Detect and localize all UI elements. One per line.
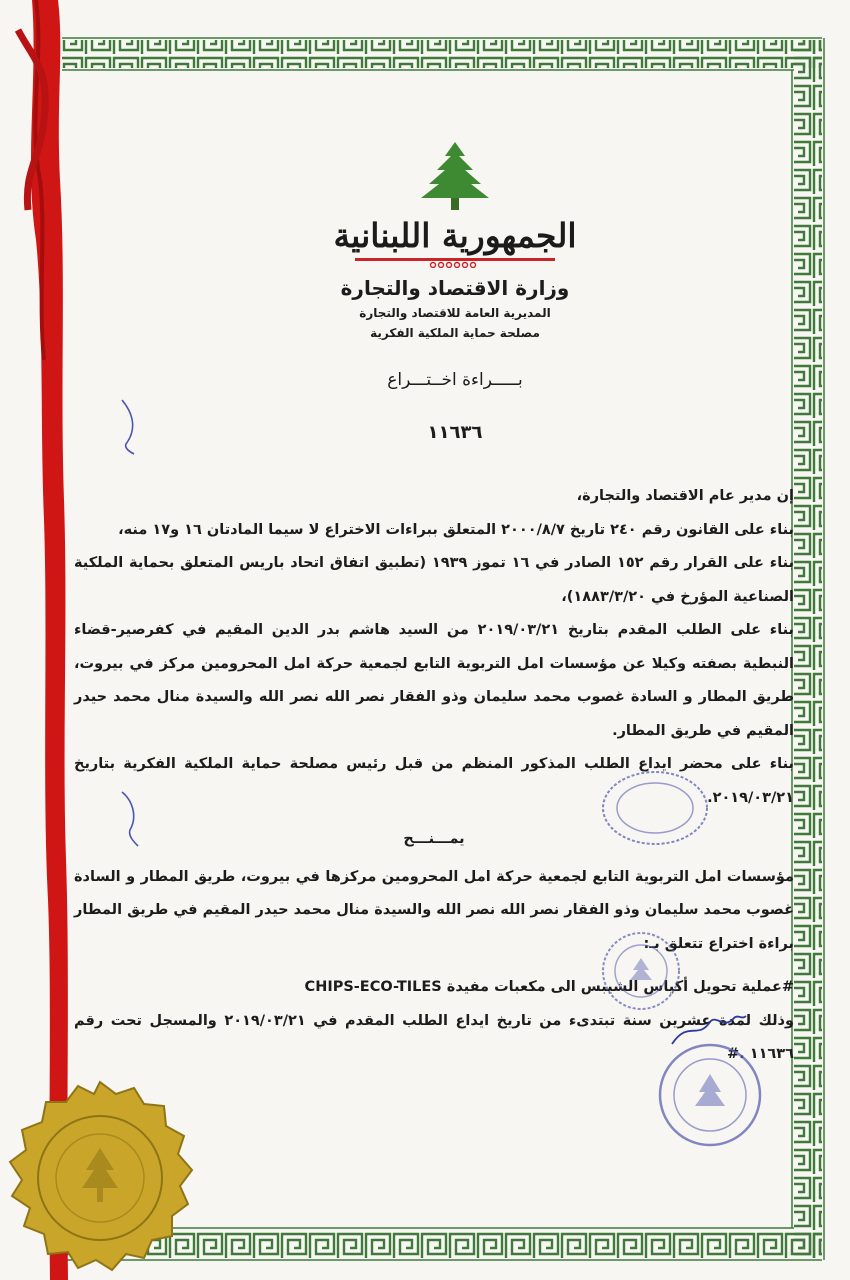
body-line: بناء على القانون رقم ٢٤٠ تاريخ ٢٠٠٠/٨/٧ المتعلق ببراءات الاختراع لا سيما المادتان ١٦ و١٧ منه،	[118, 521, 794, 538]
patent-title: بـــــراءة اخــتـــراع	[387, 370, 523, 390]
body-line: براءة اختراع تتعلق بـ:	[643, 935, 794, 952]
body-line: مؤسسات امل التربوية التابع لجمعية حركة امل المحرومين مركزها في بيروت، طريق المطار و السادة غصوب محمد سليمان وذو الفقار نصر الله نصر الله والسيدة منال محمد حيدر المقيم في طريق المطار	[74, 868, 794, 918]
official-stamp-icon	[655, 1040, 765, 1150]
republic-name: الجمهورية اللبنانية	[333, 216, 577, 255]
flag-stripe-ornament	[355, 256, 555, 268]
pen-mark	[116, 398, 140, 458]
document-header	[300, 140, 610, 340]
pen-mark	[118, 790, 142, 850]
body-line: وذلك لمدة عشرين سنة تبتدىء من تاريخ ايداع الطلب المقدم في ٢٠١٩/٠٣/٢١ والمسجل تحت رقم ١١٦٣٦ .#	[74, 1012, 794, 1062]
body-line: بناء على القرار رقم ١٥٢ الصادر في ١٦ تموز ١٩٣٩ (تطبيق اتفاق اتحاد باريس المتعلق بحماية الملكية الصناعية المؤرخ في ١٨٨٣/٣/٢٠)،	[74, 555, 795, 605]
cedar-tree-icon	[415, 140, 495, 212]
body-line: بناء على محضر ايداع الطلب المذكور المنظم من قبل رئيس مصلحة حماية الملكية الفكرية بتاريخ ٢٠١٩/٠٣/٢١.	[74, 756, 794, 806]
grants-heading: يمـــنـــح	[403, 831, 465, 847]
gold-seal-icon	[0, 1078, 200, 1278]
patent-number: ١١٦٣٦	[427, 422, 483, 443]
body-line: إن مدير عام الاقتصاد والتجارة،	[576, 488, 794, 504]
directorate-name: المديرية العامة للاقتصاد والتجارة	[359, 306, 551, 320]
invention-title: #عملية تحويل أكياس الشيبس الى مكعبات مفيدة CHIPS-ECO-TILES	[304, 979, 794, 995]
official-stamp-icon	[600, 768, 710, 848]
signature-mark	[668, 1010, 748, 1050]
ministry-name: وزارة الاقتصاد والتجارة	[340, 276, 570, 300]
official-stamp-icon	[600, 930, 682, 1012]
body-line: بناء على الطلب المقدم بتاريخ ٢٠١٩/٠٣/٢١ من السيد هاشم بدر الدين المقيم في كفرصير-قضاء النبطية بصفته وكيلا عن مؤسسات امل التربوية التابع لجمعية حركة امل المحرومين مركز في بيروت، طريق المطار و السادة غصوب محمد سليمان وذو الفقار نصر الله نصر الله والسيدة منال محمد حيدر المقيم في طريق المطار.	[74, 622, 794, 739]
department-name: مصلحة حماية الملكية الفكرية	[370, 326, 540, 340]
